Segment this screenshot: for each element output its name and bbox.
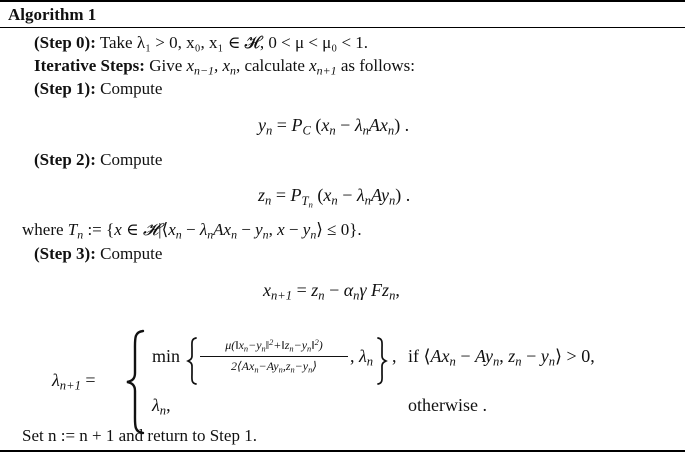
step1-text: Compute	[100, 79, 163, 98]
step0-line	[34, 34, 368, 51]
step2-text: Compute	[100, 150, 163, 169]
iterative-text-c: as follows:	[340, 56, 415, 75]
case2-condition	[408, 396, 487, 414]
step3-text: Compute	[100, 244, 163, 263]
step0-label: (Step 0):	[34, 33, 96, 52]
case2-value: $\lambda_n$,	[152, 395, 171, 418]
step2-label: (Step 2):	[34, 150, 96, 169]
otherwise-word: otherwise .	[408, 395, 487, 415]
equation-y: $y_n = P_C$ $(x_n - \lambda_nAx_n)$ .	[258, 115, 410, 138]
iterative-text-b: , calculate	[235, 56, 305, 75]
step2-line	[34, 151, 162, 168]
where-line: where $T_n$ := {x ∈ $𝓗|⟨x_n - \lambda_nAx_n - y_n$, $x - y_n⟩ \le 0$}.	[22, 220, 362, 242]
fraction-numerator: $\mu(‖x_n-y_n‖^2+‖z_n-y_n‖^2)$	[225, 337, 323, 354]
step3-line	[34, 245, 162, 262]
where-word: where	[22, 220, 64, 239]
min-word: min	[152, 346, 181, 366]
step1-line	[34, 80, 162, 97]
min-open-brace	[186, 336, 198, 386]
iterative-math-prev: $x_{n-1}$, $x_n$	[186, 56, 236, 78]
lambda-lhs: $\lambda_{n+1}$ =	[52, 370, 96, 393]
fraction-bar	[200, 356, 348, 357]
bottom-rule	[0, 450, 685, 452]
equation-x-next: $x_{n+1} = z_n - \alpha_n\gamma$ $Fz_n$,	[263, 280, 400, 303]
min-second-arg: , $\lambda_n$	[350, 346, 374, 369]
title-rule	[0, 27, 685, 28]
closing-line: Set n := n + 1 and return to Step 1.	[22, 426, 257, 445]
top-rule	[0, 0, 685, 2]
case1-min	[152, 347, 180, 365]
step3-label: (Step 3):	[34, 244, 96, 263]
iterative-line	[34, 56, 415, 78]
equation-z: $z_n = P_{T_n}$ $(x_n - \lambda_nAy_n)$ .	[258, 185, 411, 209]
halfspace-definition: $T_n$	[67, 220, 84, 242]
iterative-math-next: $x_{n+1}$	[309, 56, 337, 78]
cases-brace	[124, 329, 146, 435]
step0-text: Take λ₁ > 0, x₀, x₁ ∈ 𝓗, 0 < μ < μ₀ < 1.	[99, 33, 369, 52]
fraction-denominator: $2⟨Ax_n-Ay_n,z_n-y_n⟩$	[231, 359, 317, 375]
iterative-text-a: Give	[149, 56, 183, 75]
case1-condition: if $⟨Ax_n - Ay_n$, $z_n$ − $y_n⟩ > 0$,	[408, 346, 595, 369]
iterative-label: Iterative Steps:	[34, 56, 145, 75]
step1-label: (Step 1):	[34, 79, 96, 98]
min-close-brace	[376, 336, 388, 386]
case1-comma: ,	[392, 346, 397, 366]
if-word: if	[408, 346, 419, 366]
algorithm-title: Algorithm 1	[8, 5, 97, 24]
